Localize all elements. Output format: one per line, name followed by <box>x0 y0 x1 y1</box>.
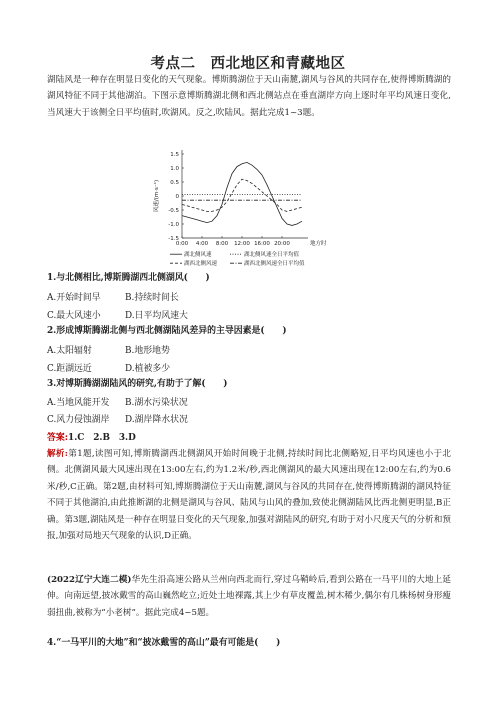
legend-label-1: 湖北侧风速 <box>184 252 212 258</box>
x-tick-label: 16:00 <box>254 241 270 247</box>
q1-option-a[interactable]: A.开始时间早 <box>47 293 101 303</box>
analysis-paragraph <box>47 446 451 544</box>
q2-option-a[interactable]: A.太阳辐射 <box>47 346 92 356</box>
y-tick-label: -1.5 <box>168 236 179 242</box>
legend-label-2: 湖北侧风速全日平均值 <box>244 252 300 258</box>
wind-speed-chart <box>150 146 350 276</box>
x-tick-label: 20:00 <box>274 241 290 247</box>
answer-label: 答案: <box>47 433 69 443</box>
q2-option-c[interactable]: C.距湖远近 <box>47 364 92 374</box>
x-tick-label: 0:00 <box>175 241 189 247</box>
q1-option-c[interactable]: C.最大风速小 <box>47 311 101 321</box>
q3-option-d[interactable]: D.湖岸降水状况 <box>125 415 188 425</box>
q2-stem: 2.形成博斯腾湖北侧与西北侧湖陆风差异的主导因素是( ) <box>47 326 287 336</box>
x-tick-label: 12:00 <box>234 241 250 247</box>
y-tick-label: -0.5 <box>168 208 179 214</box>
analysis-label: 解析: <box>47 449 68 459</box>
q2-option-d[interactable]: D.植被多少 <box>125 364 171 374</box>
q1-option-d[interactable]: D.日平均风速大 <box>125 311 188 321</box>
series-line-1 <box>182 162 302 225</box>
q1-option-b[interactable]: B.持续时间长 <box>125 293 179 303</box>
series-line-3 <box>182 179 302 211</box>
passage2-paragraph <box>47 572 451 621</box>
q3-option-c[interactable]: C.风力侵蚀湖岸 <box>47 415 110 425</box>
passage2-text: 华先生沿高速公路从兰州向西北而行,穿过乌鞘岭后,看到公路在一马平川的大地上延伸。向南远望,披冰戴雪的高山巍然屹立;近处土地裸露,其上少有草皮覆盖,树木稀少,偶尔有几株杨树身形瘦弱扭曲,被称为“小老树”。据此完成4~5题。 <box>47 575 451 618</box>
y-axis-label: 风速/(m·s⁻¹) <box>154 179 160 213</box>
q4-stem: 4.“一马平川的大地”和“披冰戴雪的高山”最有可能是( ) <box>47 638 281 648</box>
passage2-source: (2022辽宁大连二模) <box>47 575 132 585</box>
y-tick-label: 0 <box>175 194 179 200</box>
y-tick-label: -1.0 <box>168 222 179 228</box>
analysis-text: 第1题,读图可知,博斯腾湖西北侧湖风开始时间晚于北侧,持续时间比北侧略短,日平均风速也小于北侧。北侧湖风最大风速出现在13:00左右,约为1.2米/秒,西北侧湖风的最大风速出现在12:00左右,约为0.6米/秒,C正确。第2题,由材料可知,博斯腾湖位于天山南麓,湖风与谷风的共同存在,使得博斯腾湖的湖风特征不同于其他湖泊,由此推断湖的北侧是湖风与谷风、陆风与山风的叠加,致使北侧湖陆风比西北侧更明显,B正确。第3题,湖陆风是一种存在明显日变化的天气现象,加强对湖陆风的研究,有助于对小尺度天气的分析和预报,加强对局地天气现象的认识,D正确。 <box>47 449 451 542</box>
y-tick-label: 0.5 <box>170 180 179 186</box>
x-tick-label: 8:00 <box>215 241 229 247</box>
x-tick-label: 4:00 <box>195 241 209 247</box>
x-axis-label: 地方时 <box>310 241 327 247</box>
q3-option-a[interactable]: A.当地风能开发 <box>47 398 110 408</box>
page-title: 考点二 西北地区和青藏地区 <box>150 56 346 72</box>
q1-stem: 1.与北侧相比,博斯腾湖西北侧湖风( ) <box>47 273 210 283</box>
legend-label-3: 湖西北侧风速 <box>184 261 218 267</box>
answer-line <box>47 430 136 443</box>
y-tick-label: 1.5 <box>170 152 179 158</box>
intro-paragraph: 湖陆风是一种存在明显日变化的天气现象。博斯腾湖位于天山南麓,湖风与谷风的共同存在,使得博斯腾湖的湖风特征不同于其他湖泊。下图示意博斯腾湖北侧和西北侧站点在垂直湖岸方向上逐时年平均风速日变化,当风速大于该侧全日平均值时,吹湖风。反之,吹陆风。据此完成1~3题。 <box>47 75 451 118</box>
q3-option-b[interactable]: B.湖水污染状况 <box>125 398 188 408</box>
q2-option-b[interactable]: B.地形地势 <box>125 346 170 356</box>
q3-stem: 3.对博斯腾湖湖陆风的研究,有助于了解( ) <box>47 379 228 389</box>
answer-text: 1.C 2.B 3.D <box>68 433 136 443</box>
y-tick-label: 1.0 <box>170 166 179 172</box>
legend-label-4: 湖西北侧风速全日平均值 <box>244 261 305 267</box>
